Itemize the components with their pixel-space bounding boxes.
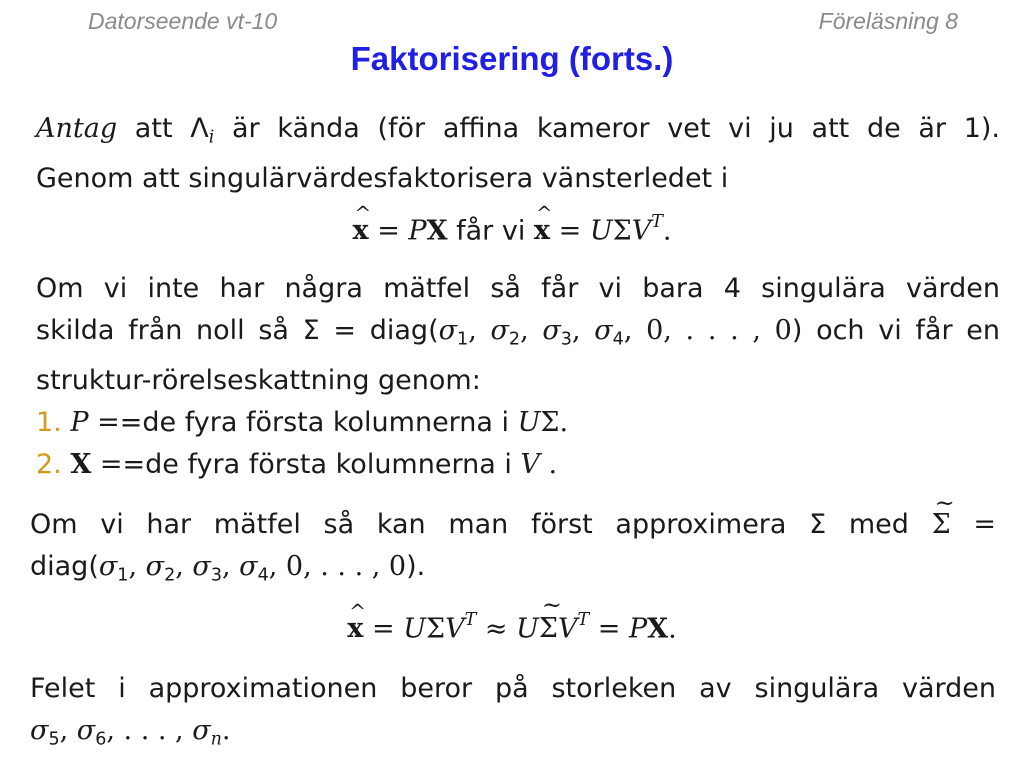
assumption-text-cont: är kända (för affina kameror vet vi ju att de är 1). — [214, 113, 1001, 144]
slide-title: Faktorisering (forts.) — [350, 40, 674, 77]
with-error-line2b: ). — [406, 551, 426, 582]
item-2-text: =de fyra första kolumnerna i — [122, 449, 521, 481]
item-1-text: =de fyra första kolumnerna i — [119, 407, 518, 439]
paragraph-error-size — [30, 668, 996, 760]
no-error-line3: struktur-rörelseskattning genom: — [36, 365, 481, 397]
lecture-number: Föreläsning 8 — [818, 8, 958, 34]
list-item-1: 1. P ==de fyra första kolumnerna i UΣ. — [36, 407, 569, 439]
course-name: Datorseende vt-10 — [88, 8, 278, 34]
assumption-text: att Λ — [117, 113, 209, 144]
equation-approx: ^ $x = U\Sigma V^T$ ≈ U~ $\Sigma V^T$ = PX. — [0, 610, 1024, 644]
equation-connector: får vi — [447, 215, 534, 247]
no-error-line1: Om vi inte har några mätfel så får vi bara 4 singulära värden — [36, 273, 1000, 304]
equation-svd: ^ x = PX får vi ^ $x = U\Sigma V^T$. — [0, 212, 1024, 246]
paragraph-assumption: Antag att $\Lambda_i$ är kända (för affina kameror vet vi ju att de är 1). Genom att singulärvärdesfaktorisera vänsterledet i — [36, 108, 1000, 200]
error-size-line2: $\sigma_5$, $\sigma_6$, . . . , $\sigma_n$. — [30, 715, 231, 750]
list-item-2: 2. X ==de fyra första kolumnerna i V . — [36, 449, 558, 481]
item-2-number: 2. — [36, 449, 62, 481]
error-size-line1: Felet i approximationen beror på storleken av singulära värden — [30, 673, 996, 704]
no-error-line2b: ) och vi får en — [791, 315, 1000, 346]
paragraph-with-error: Om vi har mätfel så kan man först approximera Σ med ~ Σ = $diag(\sigma_1$, $\sigma_2$, $\sigma_3$, $\sigma_4$, 0, . . . , 0). — [30, 504, 996, 596]
paragraph-no-error: Om vi inte har några mätfel så får vi bara 4 singulära värden skilda från noll så $\Sigma = diag(\sigma_1$, $\sigma_2$, $\sigma_3$, $\sigma_4$, 0, . . . , 0) och vi får en struktur-rörelseskattning genom: 1. P ==de fyra första kolumnerna i UΣ. 2. X ==de fyra första kolumnerna i V . — [36, 268, 1000, 486]
with-error-line1: Om vi har mätfel så kan man först approximera Σ med — [30, 509, 932, 540]
assumption-line2: Genom att singulärvärdesfaktorisera vänsterledet i — [36, 163, 729, 195]
item-1-number: 1. — [36, 407, 62, 439]
with-error-line2a: diag( — [30, 551, 99, 582]
no-error-line2a: skilda från noll så Σ = diag( — [36, 315, 439, 346]
antag-word: Antag — [36, 113, 118, 144]
